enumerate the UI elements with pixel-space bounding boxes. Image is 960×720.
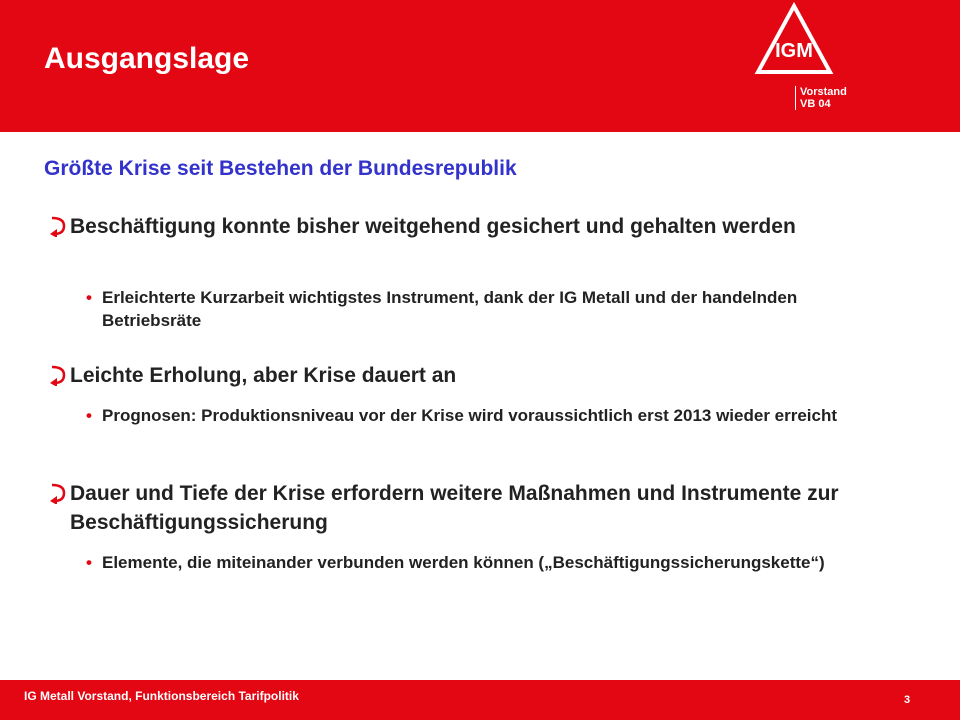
sub-bullet — [86, 551, 896, 574]
bullet-dot-icon: • — [86, 553, 92, 572]
page-number: 3 — [904, 694, 911, 706]
sub-bullet-text: Erleichterte Kurzarbeit wichtigstes Instrument, dank der IG Metall und der handelnden Betriebsräte — [102, 288, 798, 330]
sub-bullet — [86, 286, 896, 332]
footer-text: IG Metall Vorstand, Funktionsbereich Tarifpolitik — [24, 689, 299, 703]
slide-subtitle: Größte Krise seit Bestehen der Bundesrepublik — [44, 157, 517, 180]
bullet-dot-icon: • — [86, 288, 92, 307]
org-label — [795, 86, 847, 110]
slide-title: Ausgangslage — [44, 42, 250, 75]
sub-bullet — [86, 404, 896, 427]
bullet-dot-icon: • — [86, 406, 92, 425]
org-label-line1: Vorstand — [800, 86, 847, 98]
curved-arrow-icon — [50, 482, 66, 504]
ig-metall-logo — [752, 0, 836, 78]
bullet-text: Beschäftigung konnte bisher weitgehend gesichert und gehalten werden — [70, 215, 796, 238]
curved-arrow-icon — [50, 364, 66, 386]
bullet-text: Dauer und Tiefe der Krise erfordern weitere Maßnahmen und Instrumente zur Beschäftigungssicherung — [70, 482, 839, 534]
sub-bullet-text: Prognosen: Produktionsniveau vor der Krise wird voraussichtlich erst 2013 wieder erreicht — [102, 406, 838, 425]
logo-text: IGM — [775, 40, 813, 62]
sub-bullet-text: Elemente, die miteinander verbunden werden können („Beschäftigungssicherungskette“) — [102, 553, 825, 572]
org-label-line2: VB 04 — [800, 98, 831, 110]
bullet-text: Leichte Erholung, aber Krise dauert an — [70, 364, 457, 387]
curved-arrow-icon — [50, 215, 66, 237]
